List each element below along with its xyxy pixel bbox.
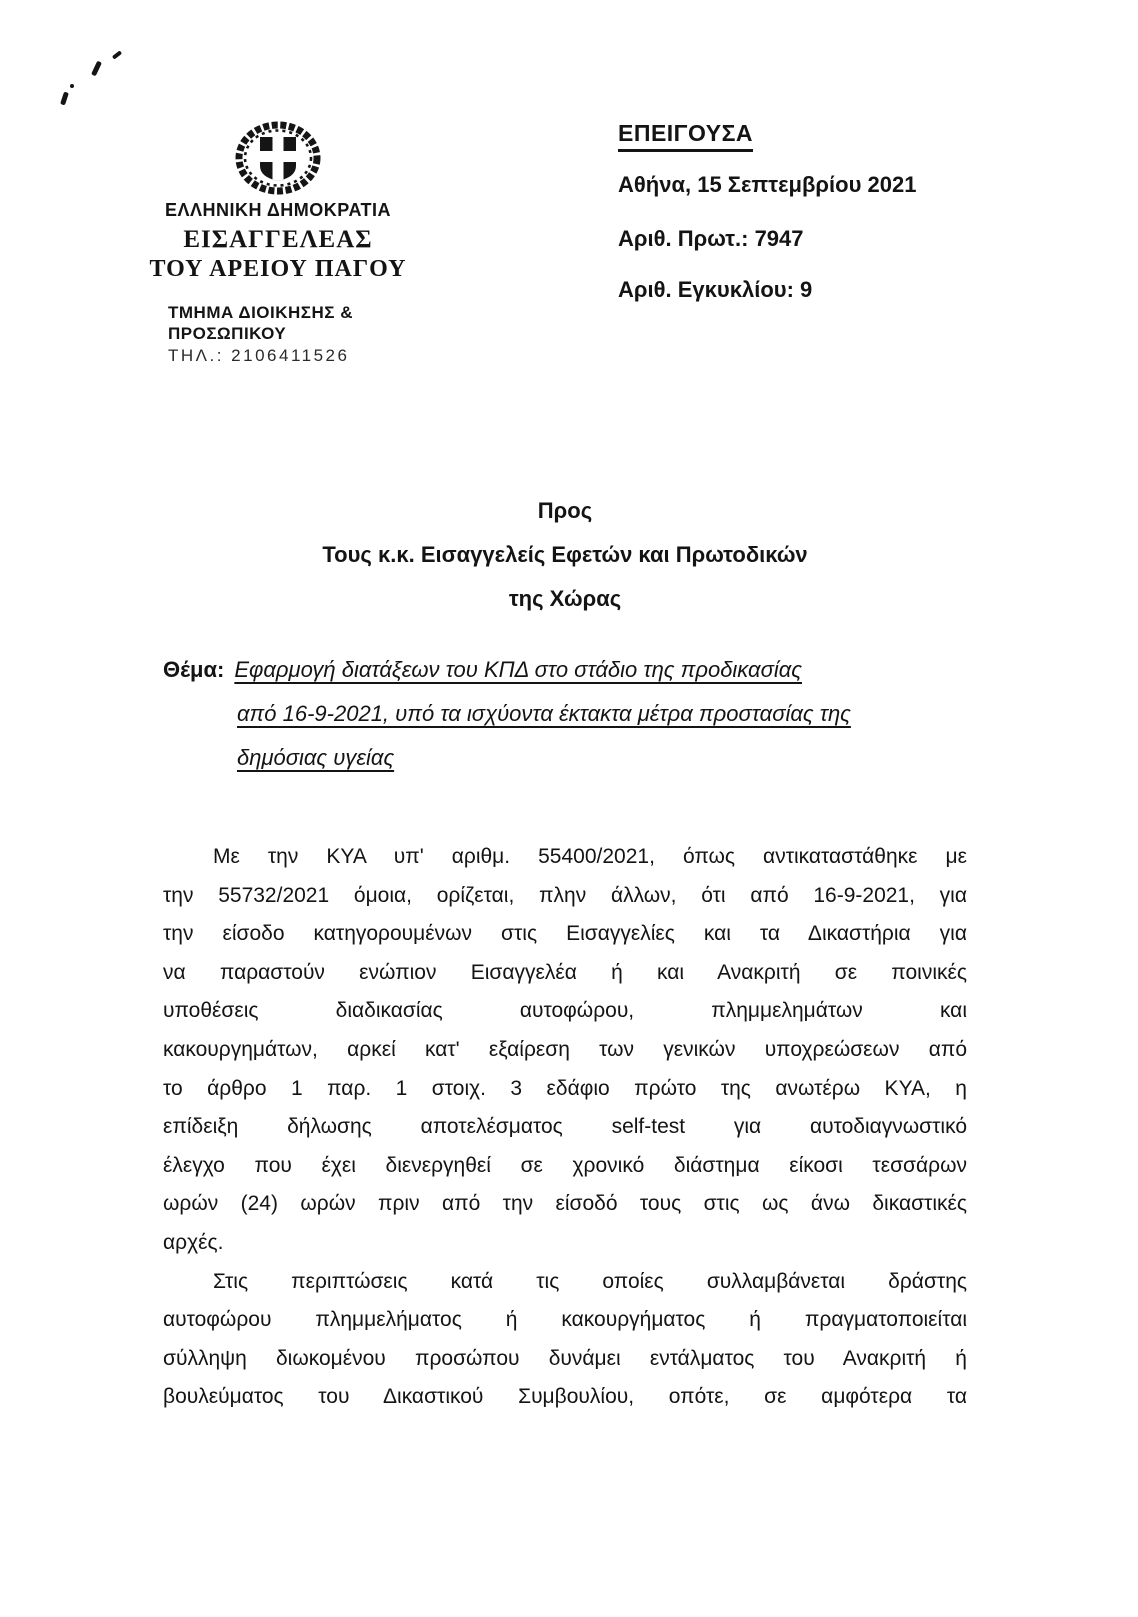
body-line: κακουργημάτων, αρκεί κατ' εξαίρεση των γενικών υποχρεώσεων από	[163, 1037, 967, 1061]
body-line: σύλληψη διωκομένου προσώπου δυνάμει εντάλματος του Ανακριτή ή	[163, 1346, 967, 1370]
pen-mark	[70, 84, 74, 88]
body-text	[163, 838, 967, 1417]
subject-label: Θέμα:	[163, 657, 225, 682]
department-block	[168, 302, 353, 366]
subject-line3: δημόσιας υγείας	[237, 745, 395, 770]
date-line: Αθήνα, 15 Σεπτεμβρίου 2021	[618, 172, 917, 197]
body-line: έλεγχο που έχει διενεργηθεί σε χρονικό διάστημα είκοσι τεσσάρων	[163, 1153, 967, 1177]
state-title: ΕΛΛΗΝΙΚΗ ΔΗΜΟΚΡΑΤΙΑ	[165, 200, 391, 220]
body-line: επίδειξη δήλωσης αποτελέσματος self-test για αυτοδιαγνωστικό	[163, 1115, 967, 1139]
body-line: υποθέσεις διαδικασίας αυτοφώρου, πλημμελημάτων και	[163, 999, 967, 1023]
body-line: το άρθρο 1 παρ. 1 στοιχ. 3 εδάφιο πρώτο της ανωτέρω ΚΥΑ, η	[163, 1076, 967, 1100]
recipient-line1: Τους κ.κ. Εισαγγελείς Εφετών και Πρωτοδικών	[322, 542, 808, 567]
body-line: αρχές.	[163, 1230, 224, 1254]
body-line: αυτοφώρου πλημμελήματος ή κακουργήματος ή πραγματοποιείται	[163, 1308, 967, 1332]
subject-line2: από 16-9-2021, υπό τα ισχύοντα έκτακτα μέτρα προστασίας της	[237, 701, 851, 726]
circular-number-line: Αριθ. Εγκυκλίου: 9	[618, 277, 813, 302]
urgency-label: ΕΠΕΙΓΟΥΣΑ	[618, 120, 753, 152]
reference-block	[618, 120, 917, 302]
body-line: να παραστούν ενώπιον Εισαγγελέα ή και Ανακριτή σε ποινικές	[163, 960, 967, 984]
subject-line1: Θέμα: Εφαρμογή διατάξεων του ΚΠΔ στο στάδιο της προδικασίας	[163, 657, 802, 682]
recipient-to-label: Προς	[537, 498, 593, 523]
recipient-line2: της Χώρας	[508, 586, 622, 611]
pen-mark	[112, 50, 122, 59]
greek-coat-of-arms-icon	[234, 120, 322, 196]
letterhead	[100, 120, 456, 283]
pen-mark	[60, 92, 69, 106]
office-title-line1: ΕΙΣΑΓΓΕΛΕΑΣ	[183, 226, 373, 253]
body-line: την είσοδο κατηγορουμένων στις Εισαγγελίες και τα Δικαστήρια για	[163, 922, 967, 946]
pen-mark	[91, 61, 102, 77]
recipient-block	[163, 489, 967, 621]
body-line: βουλεύματος του Δικαστικού Συμβουλίου, οπότε, σε αμφότερα τα	[163, 1385, 967, 1409]
protocol-number-line: Αριθ. Πρωτ.: 7947	[618, 226, 804, 251]
body-line: την 55732/2021 όμοια, ορίζεται, πλην άλλων, ότι από 16-9-2021, για	[163, 883, 967, 907]
office-title-line2: ΤΟΥ ΑΡΕΙΟΥ ΠΑΓΟΥ	[149, 256, 407, 282]
department-line2: ΠΡΟΣΩΠΙΚΟΥ	[168, 324, 287, 343]
subject-block	[163, 648, 983, 780]
phone-line: ΤΗΛ.: 2106411526	[168, 346, 350, 365]
body-line: Στις περιπτώσεις κατά τις οποίες συλλαμβάνεται δράστης	[213, 1269, 967, 1293]
department-line1: ΤΜΗΜΑ ΔΙΟΙΚΗΣΗΣ &	[168, 303, 353, 322]
body-line: Με την ΚΥΑ υπ' αριθμ. 55400/2021, όπως αντικαταστάθηκε με	[213, 845, 967, 868]
body-line: ωρών (24) ωρών πριν από την είσοδό τους στις ως άνω δικαστικές	[163, 1192, 967, 1216]
